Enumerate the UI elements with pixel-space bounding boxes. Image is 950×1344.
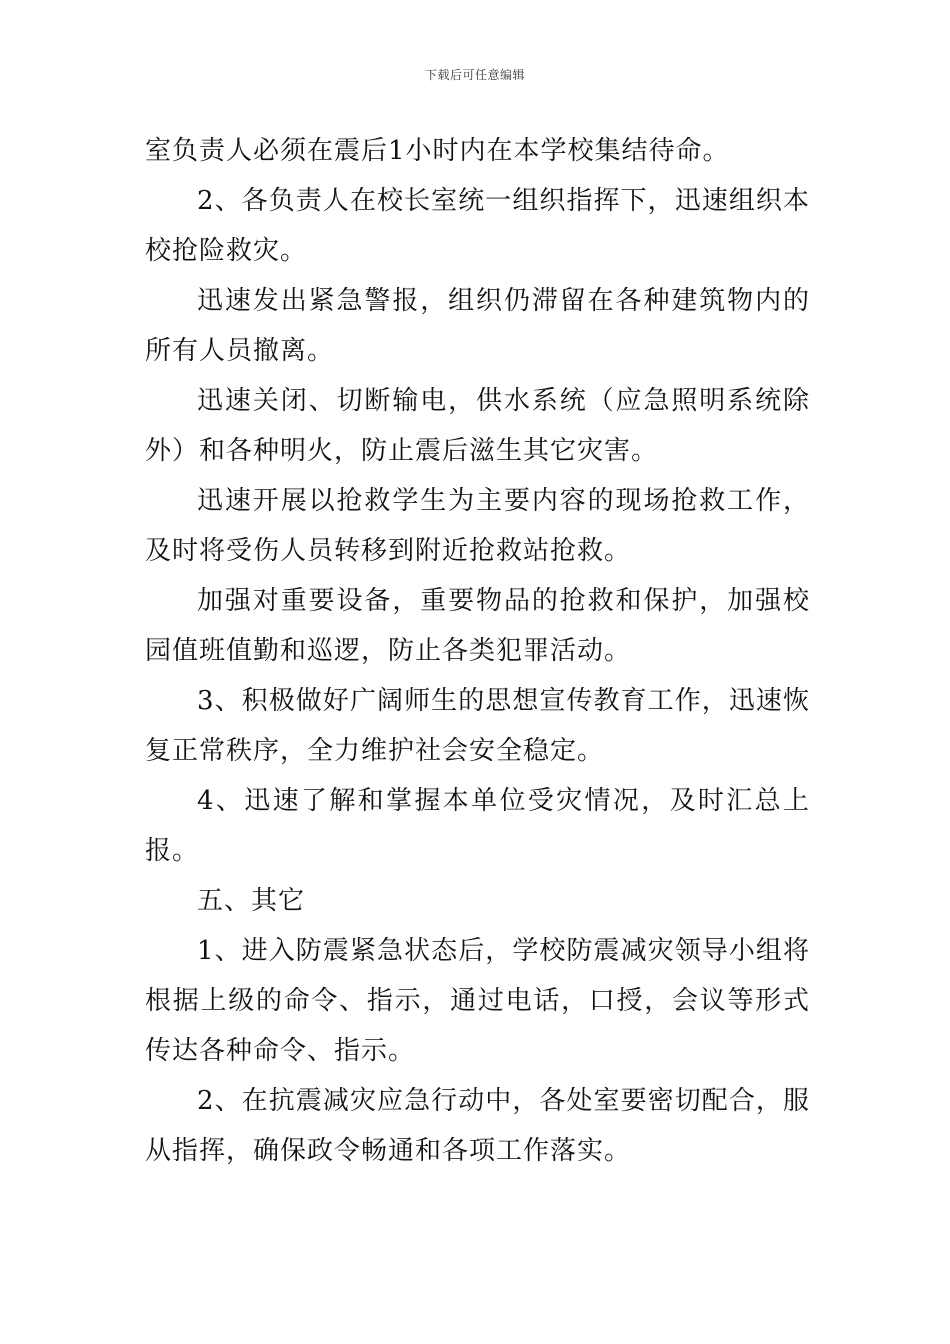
paragraph-protection: 加强对重要设备，重要物品的抢救和保护，加强校园值班值勤和巡逻，防止各类犯罪活动。 xyxy=(145,586,810,666)
document-body xyxy=(145,126,810,1176)
paragraph-item-4: 4、迅速了解和掌握本单位受灾情况，及时汇总上报。 xyxy=(145,786,810,866)
paragraph-continuation: 室负责人必须在震后1小时内在本学校集结待命。 xyxy=(145,136,730,166)
paragraph-shutdown: 迅速关闭、切断输电，供水系统（应急照明系统除外）和各种明火，防止震后滋生其它灾害。 xyxy=(145,386,810,466)
paragraph-rescue: 迅速开展以抢救学生为主要内容的现场抢救工作，及时将受伤人员转移到附近抢救站抢救。 xyxy=(145,486,810,566)
paragraph-item-3: 3、积极做好广阔师生的思想宣传教育工作，迅速恢复正常秩序，全力维护社会安全稳定。 xyxy=(145,686,810,766)
paragraph-item-2: 2、各负责人在校长室统一组织指挥下，迅速组织本校抢险救灾。 xyxy=(145,186,810,266)
paragraph-alarm: 迅速发出紧急警报，组织仍滞留在各种建筑物内的所有人员撤离。 xyxy=(145,286,810,366)
section-heading-other: 五、其它 xyxy=(197,886,306,916)
paragraph-other-1: 1、进入防震紧急状态后，学校防震减灾领导小组将根据上级的命令、指示，通过电话，口授，会议等形式传达各种命令、指示。 xyxy=(145,936,810,1066)
header-note: 下载后可任意编辑 xyxy=(424,68,525,82)
paragraph-other-2: 2、在抗震减灾应急行动中，各处室要密切配合，服从指挥，确保政令畅通和各项工作落实。 xyxy=(145,1086,810,1166)
